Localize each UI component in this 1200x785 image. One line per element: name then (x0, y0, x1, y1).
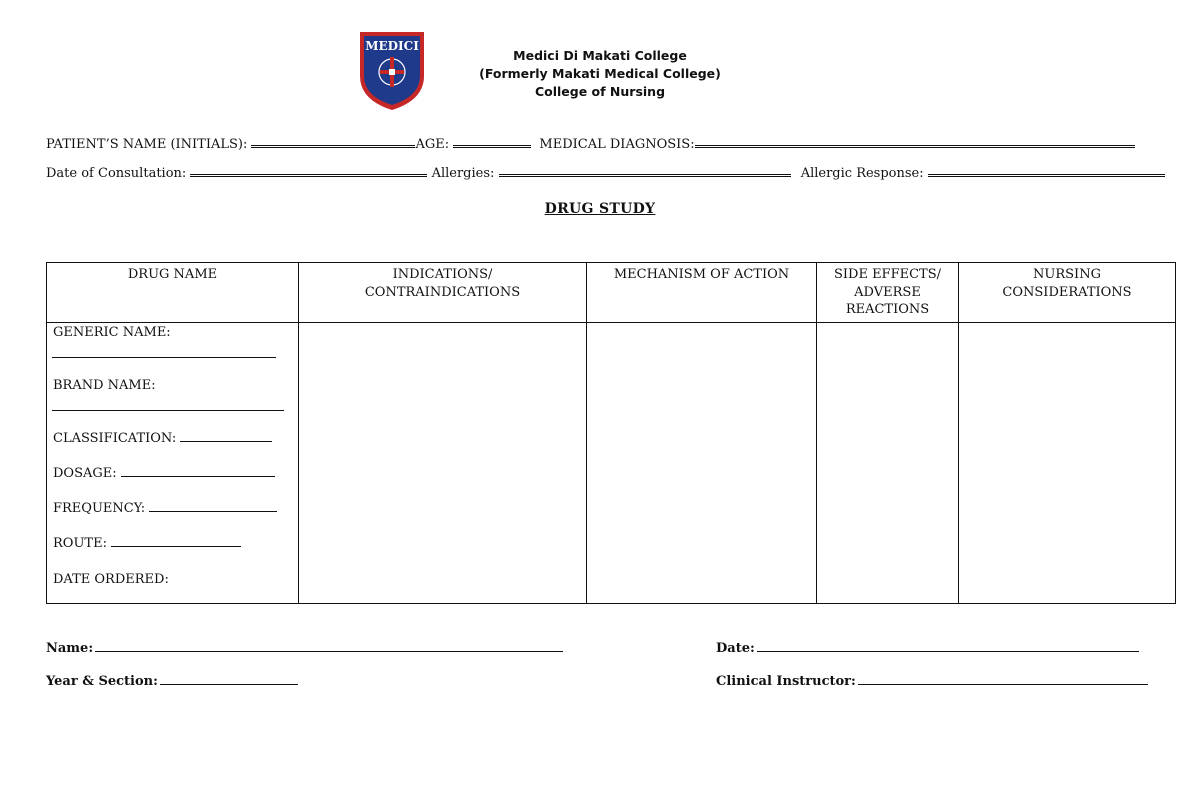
dosage-field (53, 466, 277, 481)
year-section-label: Year & Section: (46, 674, 158, 689)
classification-label: CLASSIFICATION: (53, 430, 177, 446)
route-line[interactable] (111, 546, 241, 547)
logo-text: MEDICI (365, 39, 419, 53)
generic-name-label: GENERIC NAME: (53, 324, 171, 340)
year-section-line[interactable] (160, 684, 298, 685)
drug-study-table (46, 262, 1176, 604)
consultation-date-label: Date of Consultation: (46, 166, 187, 181)
generic-name-line[interactable] (52, 357, 276, 358)
medical-diagnosis-label: MEDICAL DIAGNOSIS: (539, 137, 695, 152)
date-ordered-label: DATE ORDERED: (53, 571, 169, 587)
college-name: Medici Di Makati College (513, 48, 687, 63)
nursing-considerations-cell[interactable] (959, 322, 1176, 603)
side-effects-cell[interactable] (817, 322, 959, 603)
table-header-row (47, 263, 1176, 323)
college-logo (358, 30, 426, 112)
date-field (716, 641, 1141, 656)
frequency-label: FREQUENCY: (53, 500, 146, 516)
patient-name-label: PATIENT’S NAME (INITIALS): (46, 137, 248, 152)
table-row (47, 322, 1176, 603)
student-name-label: Name: (46, 641, 94, 656)
route-field (53, 536, 243, 551)
clinical-instructor-label: Clinical Instructor: (716, 674, 856, 689)
indications-cell[interactable] (299, 322, 587, 603)
frequency-line[interactable] (149, 511, 277, 512)
medical-diagnosis-line[interactable] (695, 145, 1135, 148)
college-department: College of Nursing (534, 84, 666, 99)
patient-info-row-2 (46, 166, 1165, 181)
brand-name-label: BRAND NAME: (53, 377, 156, 393)
mechanism-cell[interactable] (587, 322, 817, 603)
allergic-response-label: Allergic Response: (800, 166, 924, 181)
student-name-field (46, 641, 565, 656)
date-line[interactable] (757, 651, 1139, 652)
student-name-line[interactable] (95, 651, 563, 652)
dosage-line[interactable] (121, 476, 275, 477)
year-section-field (46, 674, 300, 689)
drug-name-cell[interactable] (47, 322, 299, 603)
frequency-field (53, 501, 279, 516)
consultation-date-line[interactable] (190, 174, 427, 177)
classification-field (53, 431, 274, 446)
brand-name-line[interactable] (52, 410, 284, 411)
patient-info-row-1 (46, 137, 1135, 152)
clinical-instructor-field (716, 674, 1150, 689)
classification-line[interactable] (180, 441, 272, 442)
header-drug-name: DRUG NAME (47, 263, 299, 323)
age-label: AGE: (415, 137, 450, 152)
header-indications: INDICATIONS/ CONTRAINDICATIONS (299, 263, 587, 323)
header-mechanism: MECHANISM OF ACTION (587, 263, 817, 323)
clinical-instructor-line[interactable] (858, 684, 1148, 685)
route-label: ROUTE: (53, 535, 107, 551)
dosage-label: DOSAGE: (53, 465, 117, 481)
date-label: Date: (716, 641, 755, 656)
allergies-label: Allergies: (431, 166, 495, 181)
header-nursing-considerations: NURSING CONSIDERATIONS (959, 263, 1176, 323)
allergies-line[interactable] (499, 174, 791, 177)
age-line[interactable] (453, 145, 531, 148)
college-former-name: (Formerly Makati Medical College) (479, 66, 721, 81)
page-title: DRUG STUDY (544, 201, 656, 217)
patient-name-line[interactable] (251, 145, 415, 148)
college-header (470, 47, 730, 101)
header-side-effects: SIDE EFFECTS/ ADVERSE REACTIONS (817, 263, 959, 323)
allergic-response-line[interactable] (928, 174, 1165, 177)
